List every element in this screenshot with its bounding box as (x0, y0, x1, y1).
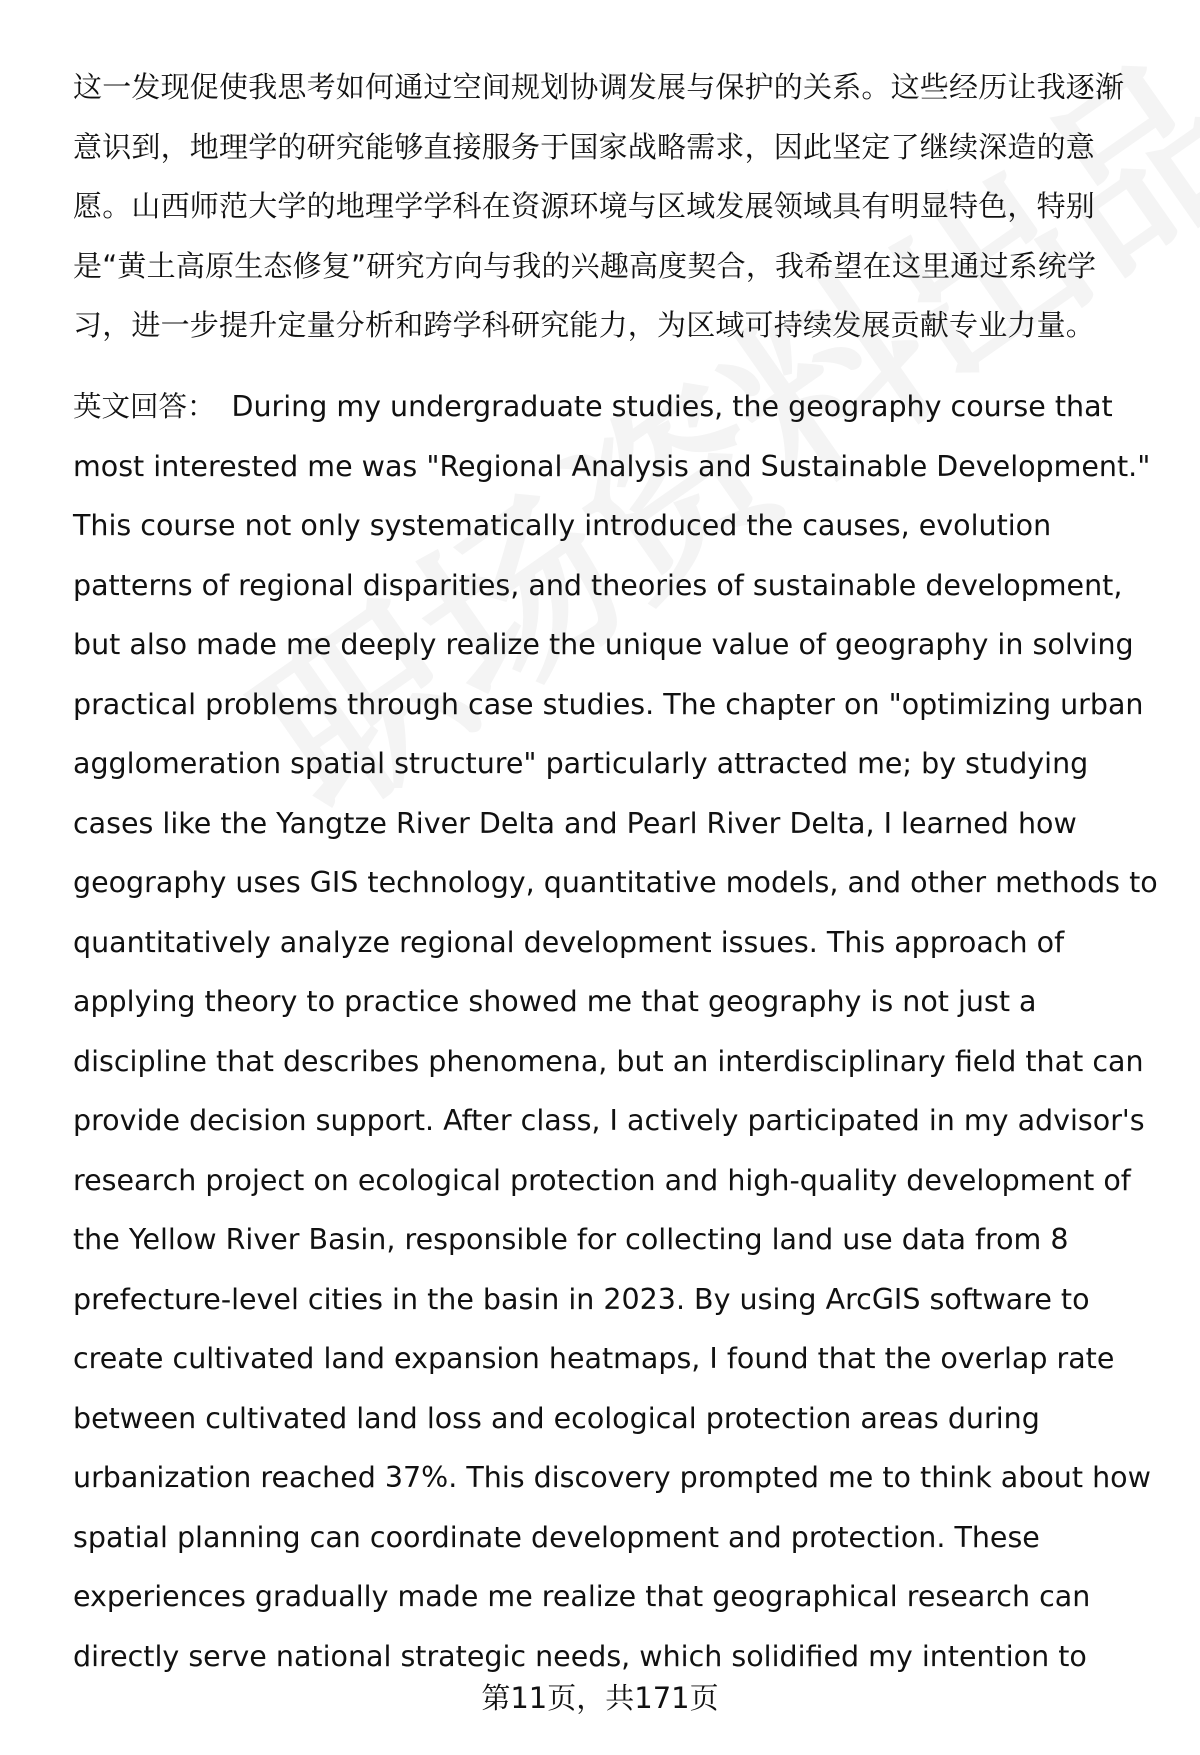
text-line: between cultivated land loss and ecological protection areas during (73, 1401, 1040, 1435)
text-line: 是“黄土高原生态修复”研究方向与我的兴趣高度契合，我希望在这里通过系统学 (73, 248, 1097, 283)
text-line: 习，进一步提升定量分析和跨学科研究能力，为区域可持续发展贡献专业力量。 (73, 308, 1096, 342)
text-line: cases like the Yangtze River Delta and Pearl River Delta, I learned how (73, 806, 1077, 840)
text-line: prefecture-level cities in the basin in 2023. By using ArcGIS software to (73, 1282, 1090, 1316)
text-line: 愿。山西师范大学的地理学学科在资源环境与区域发展领域具有明显特色，特别 (73, 189, 1096, 223)
text-line: create cultivated land expansion heatmaps, I found that the overlap rate (73, 1342, 1115, 1375)
chinese-paragraph (73, 58, 1153, 356)
text-line: geography uses GIS technology, quantitative models, and other methods to (73, 866, 1158, 899)
text-line: the Yellow River Basin, responsible for collecting land use data from 8 (73, 1223, 1069, 1256)
text-line-content: During my undergraduate studies, the geography course that (231, 390, 1113, 423)
text-line: quantitatively analyze regional development issues. This approach of (73, 925, 1065, 959)
text-line: discipline that describes phenomena, but an interdisciplinary field that can (73, 1044, 1144, 1078)
text-line: applying theory to practice showed me that geography is not just a (73, 985, 1037, 1018)
text-line: 这一发现促使我思考如何通过空间规划协调发展与保护的关系。这些经历让我逐渐 (73, 70, 1125, 104)
text-line: directly serve national strategic needs, which solidified my intention to (73, 1639, 1087, 1673)
text-line: This course not only systematically introduced the causes, evolution (73, 509, 1052, 542)
text-line: patterns of regional disparities, and theories of sustainable development, (73, 568, 1123, 602)
text-line: experiences gradually made me realize that geographical research can (73, 1580, 1091, 1613)
text-line: spatial planning can coordinate development and protection. These (73, 1520, 1040, 1554)
english-answer-paragraph (73, 377, 1173, 1686)
text-line: research project on ecological protection and high-quality development of (73, 1163, 1131, 1197)
text-line: 意识到，地理学的研究能够直接服务于国家战略需求，因此坚定了继续深造的意 (73, 129, 1096, 164)
page-number-footer: 第11页，共171页 (481, 1681, 719, 1715)
text-line: agglomeration spatial structure" particularly attracted me; by studying (73, 747, 1089, 780)
text-line: most interested me was "Regional Analysis and Sustainable Development." (73, 449, 1151, 483)
text-line: practical problems through case studies. The chapter on "optimizing urban (73, 687, 1144, 721)
text-line: but also made me deeply realize the unique value of geography in solving (73, 628, 1134, 661)
text-line (73, 377, 1173, 437)
text-line: provide decision support. After class, I actively participated in my advisor's (73, 1104, 1145, 1137)
english-answer-label: 英文回答： (73, 390, 216, 423)
text-line: urbanization reached 37%. This discovery prompted me to think about how (73, 1461, 1151, 1494)
